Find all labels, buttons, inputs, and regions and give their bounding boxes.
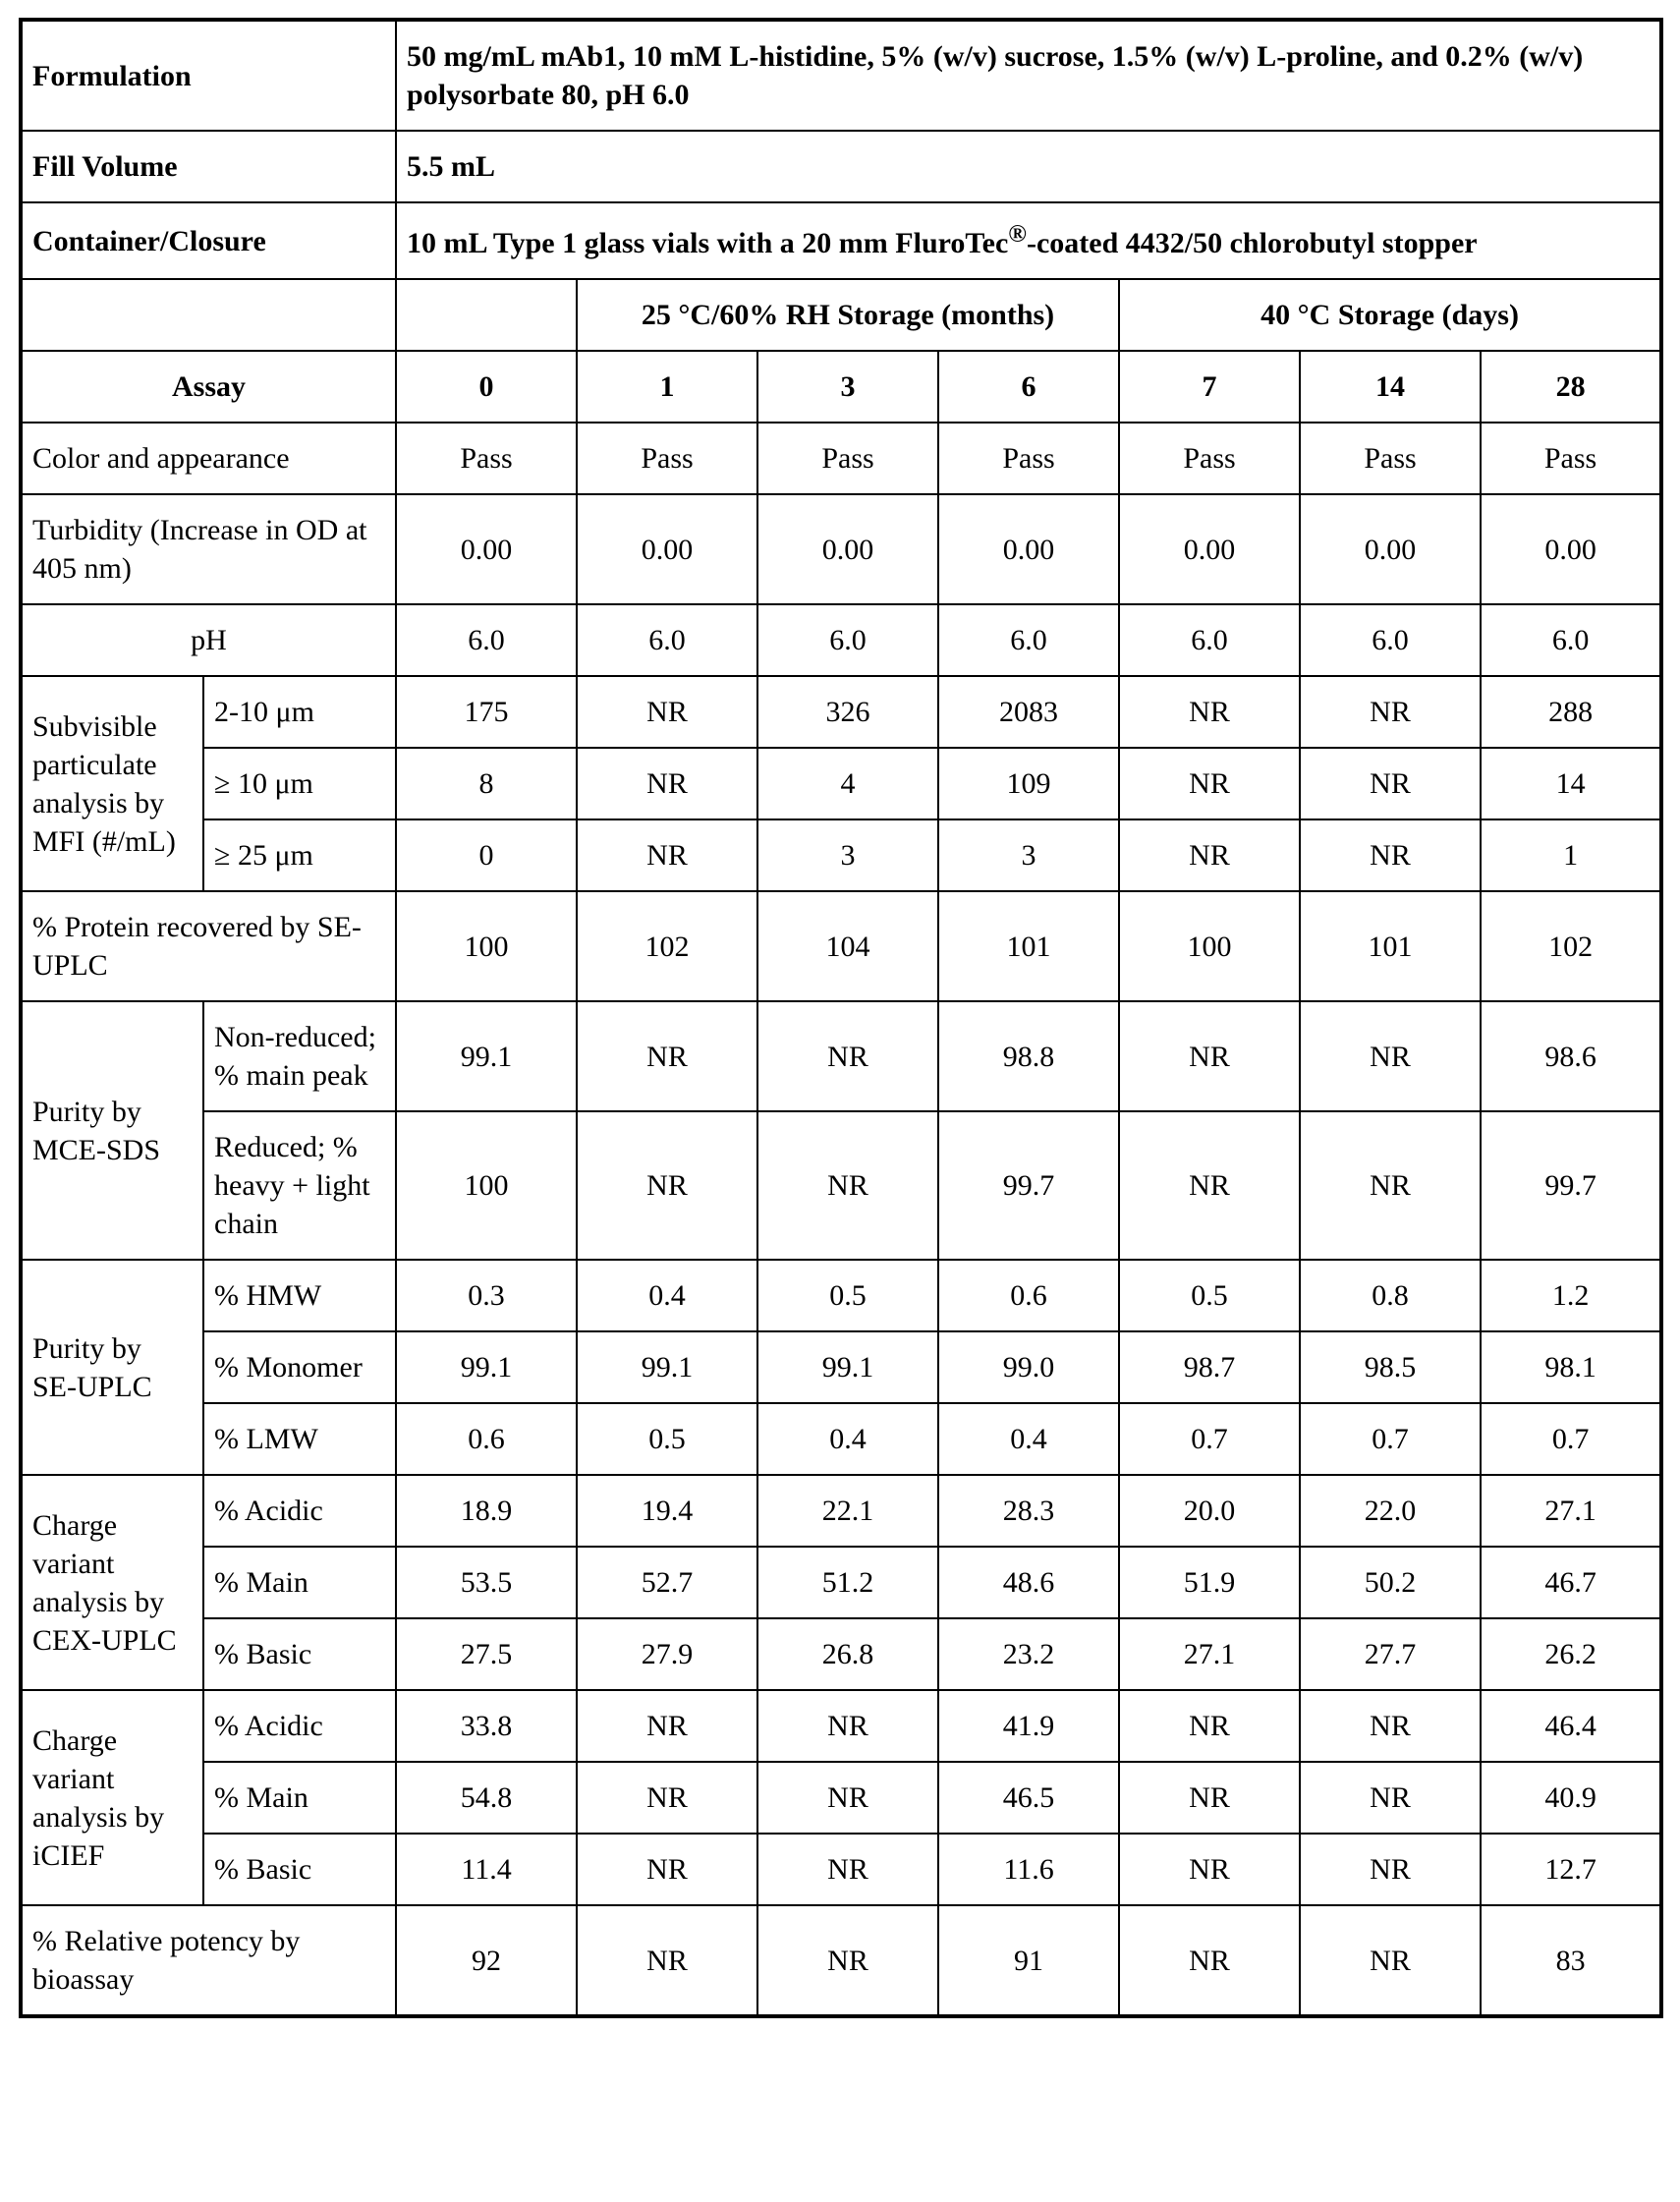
data-cell: 0.00 bbox=[396, 494, 577, 604]
data-cell: 6.0 bbox=[396, 604, 577, 676]
container-value-post: -coated 4432/50 chlorobutyl stopper bbox=[1026, 227, 1478, 259]
row-label: Turbidity (Increase in OD at 405 nm) bbox=[21, 494, 396, 604]
data-cell: 0.4 bbox=[938, 1403, 1119, 1475]
data-cell: 100 bbox=[1119, 891, 1300, 1001]
data-cell: 18.9 bbox=[396, 1475, 577, 1547]
data-cell: NR bbox=[577, 1762, 757, 1834]
sub-row-label: % Basic bbox=[203, 1618, 396, 1690]
data-cell: NR bbox=[757, 1001, 938, 1111]
formulation-value: 50 mg/mL mAb1, 10 mM L-histidine, 5% (w/v) sucrose, 1.5% (w/v) L-proline, and 0.2% (w/v) polysorbate 80, pH 6.0 bbox=[396, 20, 1661, 131]
data-cell: 4 bbox=[757, 748, 938, 819]
data-cell: NR bbox=[1300, 1001, 1481, 1111]
data-cell: 12.7 bbox=[1481, 1834, 1661, 1905]
data-cell: NR bbox=[1300, 676, 1481, 748]
data-cell: Pass bbox=[1481, 423, 1661, 494]
data-cell: NR bbox=[1300, 1762, 1481, 1834]
assay-header-row bbox=[21, 351, 1661, 423]
data-cell: Pass bbox=[1300, 423, 1481, 494]
data-cell: 92 bbox=[396, 1905, 577, 2016]
data-cell: 0.5 bbox=[757, 1260, 938, 1331]
data-cell: 3 bbox=[757, 819, 938, 891]
storage-25c-header: 25 °C/60% RH Storage (months) bbox=[577, 279, 1119, 351]
data-cell: 102 bbox=[577, 891, 757, 1001]
data-cell: NR bbox=[757, 1690, 938, 1762]
data-cell: 41.9 bbox=[938, 1690, 1119, 1762]
data-cell: 26.8 bbox=[757, 1618, 938, 1690]
data-cell: 0.4 bbox=[757, 1403, 938, 1475]
data-cell: 1.2 bbox=[1481, 1260, 1661, 1331]
storage-header-row bbox=[21, 279, 1661, 351]
data-cell: 288 bbox=[1481, 676, 1661, 748]
data-cell: 22.0 bbox=[1300, 1475, 1481, 1547]
data-cell: NR bbox=[1119, 1905, 1300, 2016]
data-cell: 100 bbox=[396, 1111, 577, 1260]
data-cell: 52.7 bbox=[577, 1547, 757, 1618]
table-row-icief-main bbox=[21, 1762, 1661, 1834]
data-cell: 98.8 bbox=[938, 1001, 1119, 1111]
data-cell: NR bbox=[1300, 1905, 1481, 2016]
sub-row-label: % Main bbox=[203, 1547, 396, 1618]
data-cell: 40.9 bbox=[1481, 1762, 1661, 1834]
data-cell: Pass bbox=[1119, 423, 1300, 494]
container-closure-value bbox=[396, 202, 1661, 279]
data-cell: 23.2 bbox=[938, 1618, 1119, 1690]
data-cell: 99.0 bbox=[938, 1331, 1119, 1403]
sub-row-label: % Basic bbox=[203, 1834, 396, 1905]
data-cell: 19.4 bbox=[577, 1475, 757, 1547]
data-cell: 11.6 bbox=[938, 1834, 1119, 1905]
row-label: Color and appearance bbox=[21, 423, 396, 494]
data-cell: 26.2 bbox=[1481, 1618, 1661, 1690]
sub-row-label: ≥ 25 μm bbox=[203, 819, 396, 891]
data-cell: NR bbox=[1119, 676, 1300, 748]
fill-volume-value: 5.5 mL bbox=[396, 131, 1661, 202]
data-cell: 99.7 bbox=[1481, 1111, 1661, 1260]
timepoint-header: 3 bbox=[757, 351, 938, 423]
data-cell: 0.8 bbox=[1300, 1260, 1481, 1331]
sub-row-label: % LMW bbox=[203, 1403, 396, 1475]
data-cell: 46.7 bbox=[1481, 1547, 1661, 1618]
formulation-label: Formulation bbox=[21, 20, 396, 131]
row-label: % Relative potency by bioassay bbox=[21, 1905, 396, 2016]
data-cell: NR bbox=[577, 1690, 757, 1762]
data-cell: 3 bbox=[938, 819, 1119, 891]
data-cell: NR bbox=[1119, 748, 1300, 819]
table-row-icief-acidic bbox=[21, 1690, 1661, 1762]
table-row-se-hmw bbox=[21, 1260, 1661, 1331]
sub-row-label: % Acidic bbox=[203, 1475, 396, 1547]
fill-volume-row bbox=[21, 131, 1661, 202]
group-label-mce-sds: Purity by MCE-SDS bbox=[21, 1001, 203, 1260]
data-cell: 0.00 bbox=[757, 494, 938, 604]
data-cell: 98.5 bbox=[1300, 1331, 1481, 1403]
data-cell: NR bbox=[577, 1905, 757, 2016]
data-cell: 98.7 bbox=[1119, 1331, 1300, 1403]
data-cell: 1 bbox=[1481, 819, 1661, 891]
table-row-color bbox=[21, 423, 1661, 494]
data-cell: NR bbox=[757, 1834, 938, 1905]
stability-table bbox=[19, 18, 1663, 2018]
data-cell: 48.6 bbox=[938, 1547, 1119, 1618]
data-cell: 0.6 bbox=[938, 1260, 1119, 1331]
group-label-cex-uplc: Charge variant analysis by CEX-UPLC bbox=[21, 1475, 203, 1690]
table-row-turbidity bbox=[21, 494, 1661, 604]
data-cell: 6.0 bbox=[1481, 604, 1661, 676]
data-cell: 99.1 bbox=[577, 1331, 757, 1403]
sub-row-label: ≥ 10 μm bbox=[203, 748, 396, 819]
table-row-se-lmw bbox=[21, 1403, 1661, 1475]
blank-cell bbox=[396, 279, 577, 351]
data-cell: 0.7 bbox=[1300, 1403, 1481, 1475]
data-cell: NR bbox=[1300, 1834, 1481, 1905]
table-row-cex-main bbox=[21, 1547, 1661, 1618]
data-cell: 98.6 bbox=[1481, 1001, 1661, 1111]
data-cell: Pass bbox=[577, 423, 757, 494]
row-label: pH bbox=[21, 604, 396, 676]
data-cell: NR bbox=[757, 1905, 938, 2016]
fill-volume-label: Fill Volume bbox=[21, 131, 396, 202]
registered-trademark-sup: ® bbox=[1008, 221, 1027, 248]
timepoint-header: 7 bbox=[1119, 351, 1300, 423]
data-cell: 27.1 bbox=[1119, 1618, 1300, 1690]
data-cell: 33.8 bbox=[396, 1690, 577, 1762]
data-cell: 101 bbox=[938, 891, 1119, 1001]
timepoint-header: 28 bbox=[1481, 351, 1661, 423]
data-cell: 51.9 bbox=[1119, 1547, 1300, 1618]
data-cell: 102 bbox=[1481, 891, 1661, 1001]
sub-row-label: % Main bbox=[203, 1762, 396, 1834]
container-value-pre: 10 mL Type 1 glass vials with a 20 mm FluroTec bbox=[407, 227, 1009, 259]
table-row-icief-basic bbox=[21, 1834, 1661, 1905]
data-cell: 175 bbox=[396, 676, 577, 748]
data-cell: 51.2 bbox=[757, 1547, 938, 1618]
data-cell: 27.7 bbox=[1300, 1618, 1481, 1690]
data-cell: 0.00 bbox=[938, 494, 1119, 604]
data-cell: 6.0 bbox=[938, 604, 1119, 676]
data-cell: 0.7 bbox=[1119, 1403, 1300, 1475]
data-cell: 99.1 bbox=[757, 1331, 938, 1403]
data-cell: 28.3 bbox=[938, 1475, 1119, 1547]
data-cell: 6.0 bbox=[1119, 604, 1300, 676]
data-cell: 326 bbox=[757, 676, 938, 748]
table-row-mfi-2-10 bbox=[21, 676, 1661, 748]
group-label-icief: Charge variant analysis by iCIEF bbox=[21, 1690, 203, 1905]
data-cell: 11.4 bbox=[396, 1834, 577, 1905]
sub-row-label: Non-reduced; % main peak bbox=[203, 1001, 396, 1111]
table-row-ph bbox=[21, 604, 1661, 676]
data-cell: 98.1 bbox=[1481, 1331, 1661, 1403]
data-cell: 0.00 bbox=[577, 494, 757, 604]
data-cell: 0.5 bbox=[577, 1403, 757, 1475]
container-closure-row bbox=[21, 202, 1661, 279]
data-cell: 20.0 bbox=[1119, 1475, 1300, 1547]
data-cell: NR bbox=[577, 1834, 757, 1905]
data-cell: 6.0 bbox=[757, 604, 938, 676]
data-cell: 0.4 bbox=[577, 1260, 757, 1331]
table-row-mce-reduced bbox=[21, 1111, 1661, 1260]
data-cell: 46.5 bbox=[938, 1762, 1119, 1834]
data-cell: NR bbox=[577, 1111, 757, 1260]
data-cell: 0.5 bbox=[1119, 1260, 1300, 1331]
data-cell: NR bbox=[757, 1762, 938, 1834]
table-row-se-monomer bbox=[21, 1331, 1661, 1403]
table-row-mfi-ge10 bbox=[21, 748, 1661, 819]
data-cell: 8 bbox=[396, 748, 577, 819]
data-cell: NR bbox=[1300, 748, 1481, 819]
sub-row-label: Reduced; % heavy + light chain bbox=[203, 1111, 396, 1260]
data-cell: 27.9 bbox=[577, 1618, 757, 1690]
group-label-mfi: Subvisible particulate analysis by MFI (#/mL) bbox=[21, 676, 203, 891]
data-cell: 83 bbox=[1481, 1905, 1661, 2016]
data-cell: NR bbox=[1119, 1001, 1300, 1111]
timepoint-header: 1 bbox=[577, 351, 757, 423]
data-cell: 91 bbox=[938, 1905, 1119, 2016]
data-cell: NR bbox=[757, 1111, 938, 1260]
sub-row-label: % Monomer bbox=[203, 1331, 396, 1403]
timepoint-header: 0 bbox=[396, 351, 577, 423]
data-cell: 27.1 bbox=[1481, 1475, 1661, 1547]
data-cell: 0.00 bbox=[1481, 494, 1661, 604]
data-cell: 104 bbox=[757, 891, 938, 1001]
sub-row-label: 2-10 μm bbox=[203, 676, 396, 748]
data-cell: NR bbox=[1300, 1690, 1481, 1762]
row-label: % Protein recovered by SE-UPLC bbox=[21, 891, 396, 1001]
data-cell: NR bbox=[1119, 1690, 1300, 1762]
data-cell: NR bbox=[1300, 1111, 1481, 1260]
data-cell: 100 bbox=[396, 891, 577, 1001]
table-row-cex-basic bbox=[21, 1618, 1661, 1690]
data-cell: 22.1 bbox=[757, 1475, 938, 1547]
data-cell: 6.0 bbox=[1300, 604, 1481, 676]
data-cell: 6.0 bbox=[577, 604, 757, 676]
assay-header-label: Assay bbox=[21, 351, 396, 423]
blank-cell bbox=[21, 279, 396, 351]
data-cell: 99.1 bbox=[396, 1331, 577, 1403]
data-cell: 2083 bbox=[938, 676, 1119, 748]
table-row-mfi-ge25 bbox=[21, 819, 1661, 891]
data-cell: 101 bbox=[1300, 891, 1481, 1001]
data-cell: NR bbox=[1119, 819, 1300, 891]
sub-row-label: % Acidic bbox=[203, 1690, 396, 1762]
data-cell: 99.7 bbox=[938, 1111, 1119, 1260]
data-cell: 99.1 bbox=[396, 1001, 577, 1111]
sub-row-label: % HMW bbox=[203, 1260, 396, 1331]
container-closure-label: Container/Closure bbox=[21, 202, 396, 279]
data-cell: NR bbox=[1300, 819, 1481, 891]
data-cell: 0.00 bbox=[1119, 494, 1300, 604]
data-cell: 109 bbox=[938, 748, 1119, 819]
data-cell: 0 bbox=[396, 819, 577, 891]
data-cell: NR bbox=[577, 676, 757, 748]
table-row-protein bbox=[21, 891, 1661, 1001]
data-cell: NR bbox=[577, 1001, 757, 1111]
data-cell: Pass bbox=[938, 423, 1119, 494]
data-cell: NR bbox=[1119, 1762, 1300, 1834]
data-cell: NR bbox=[1119, 1111, 1300, 1260]
data-cell: 50.2 bbox=[1300, 1547, 1481, 1618]
timepoint-header: 6 bbox=[938, 351, 1119, 423]
data-cell: Pass bbox=[396, 423, 577, 494]
data-cell: 0.3 bbox=[396, 1260, 577, 1331]
data-cell: 53.5 bbox=[396, 1547, 577, 1618]
data-cell: Pass bbox=[757, 423, 938, 494]
storage-40c-header: 40 °C Storage (days) bbox=[1119, 279, 1661, 351]
data-cell: 27.5 bbox=[396, 1618, 577, 1690]
table-row-cex-acidic bbox=[21, 1475, 1661, 1547]
data-cell: 0.6 bbox=[396, 1403, 577, 1475]
data-cell: 0.00 bbox=[1300, 494, 1481, 604]
data-cell: 46.4 bbox=[1481, 1690, 1661, 1762]
data-cell: NR bbox=[577, 819, 757, 891]
table-row-mce-nonreduced bbox=[21, 1001, 1661, 1111]
data-cell: NR bbox=[1119, 1834, 1300, 1905]
formulation-row bbox=[21, 20, 1661, 131]
group-label-se-uplc: Purity by SE-UPLC bbox=[21, 1260, 203, 1475]
timepoint-header: 14 bbox=[1300, 351, 1481, 423]
data-cell: NR bbox=[577, 748, 757, 819]
table-row-potency bbox=[21, 1905, 1661, 2016]
data-cell: 54.8 bbox=[396, 1762, 577, 1834]
data-cell: 0.7 bbox=[1481, 1403, 1661, 1475]
data-cell: 14 bbox=[1481, 748, 1661, 819]
